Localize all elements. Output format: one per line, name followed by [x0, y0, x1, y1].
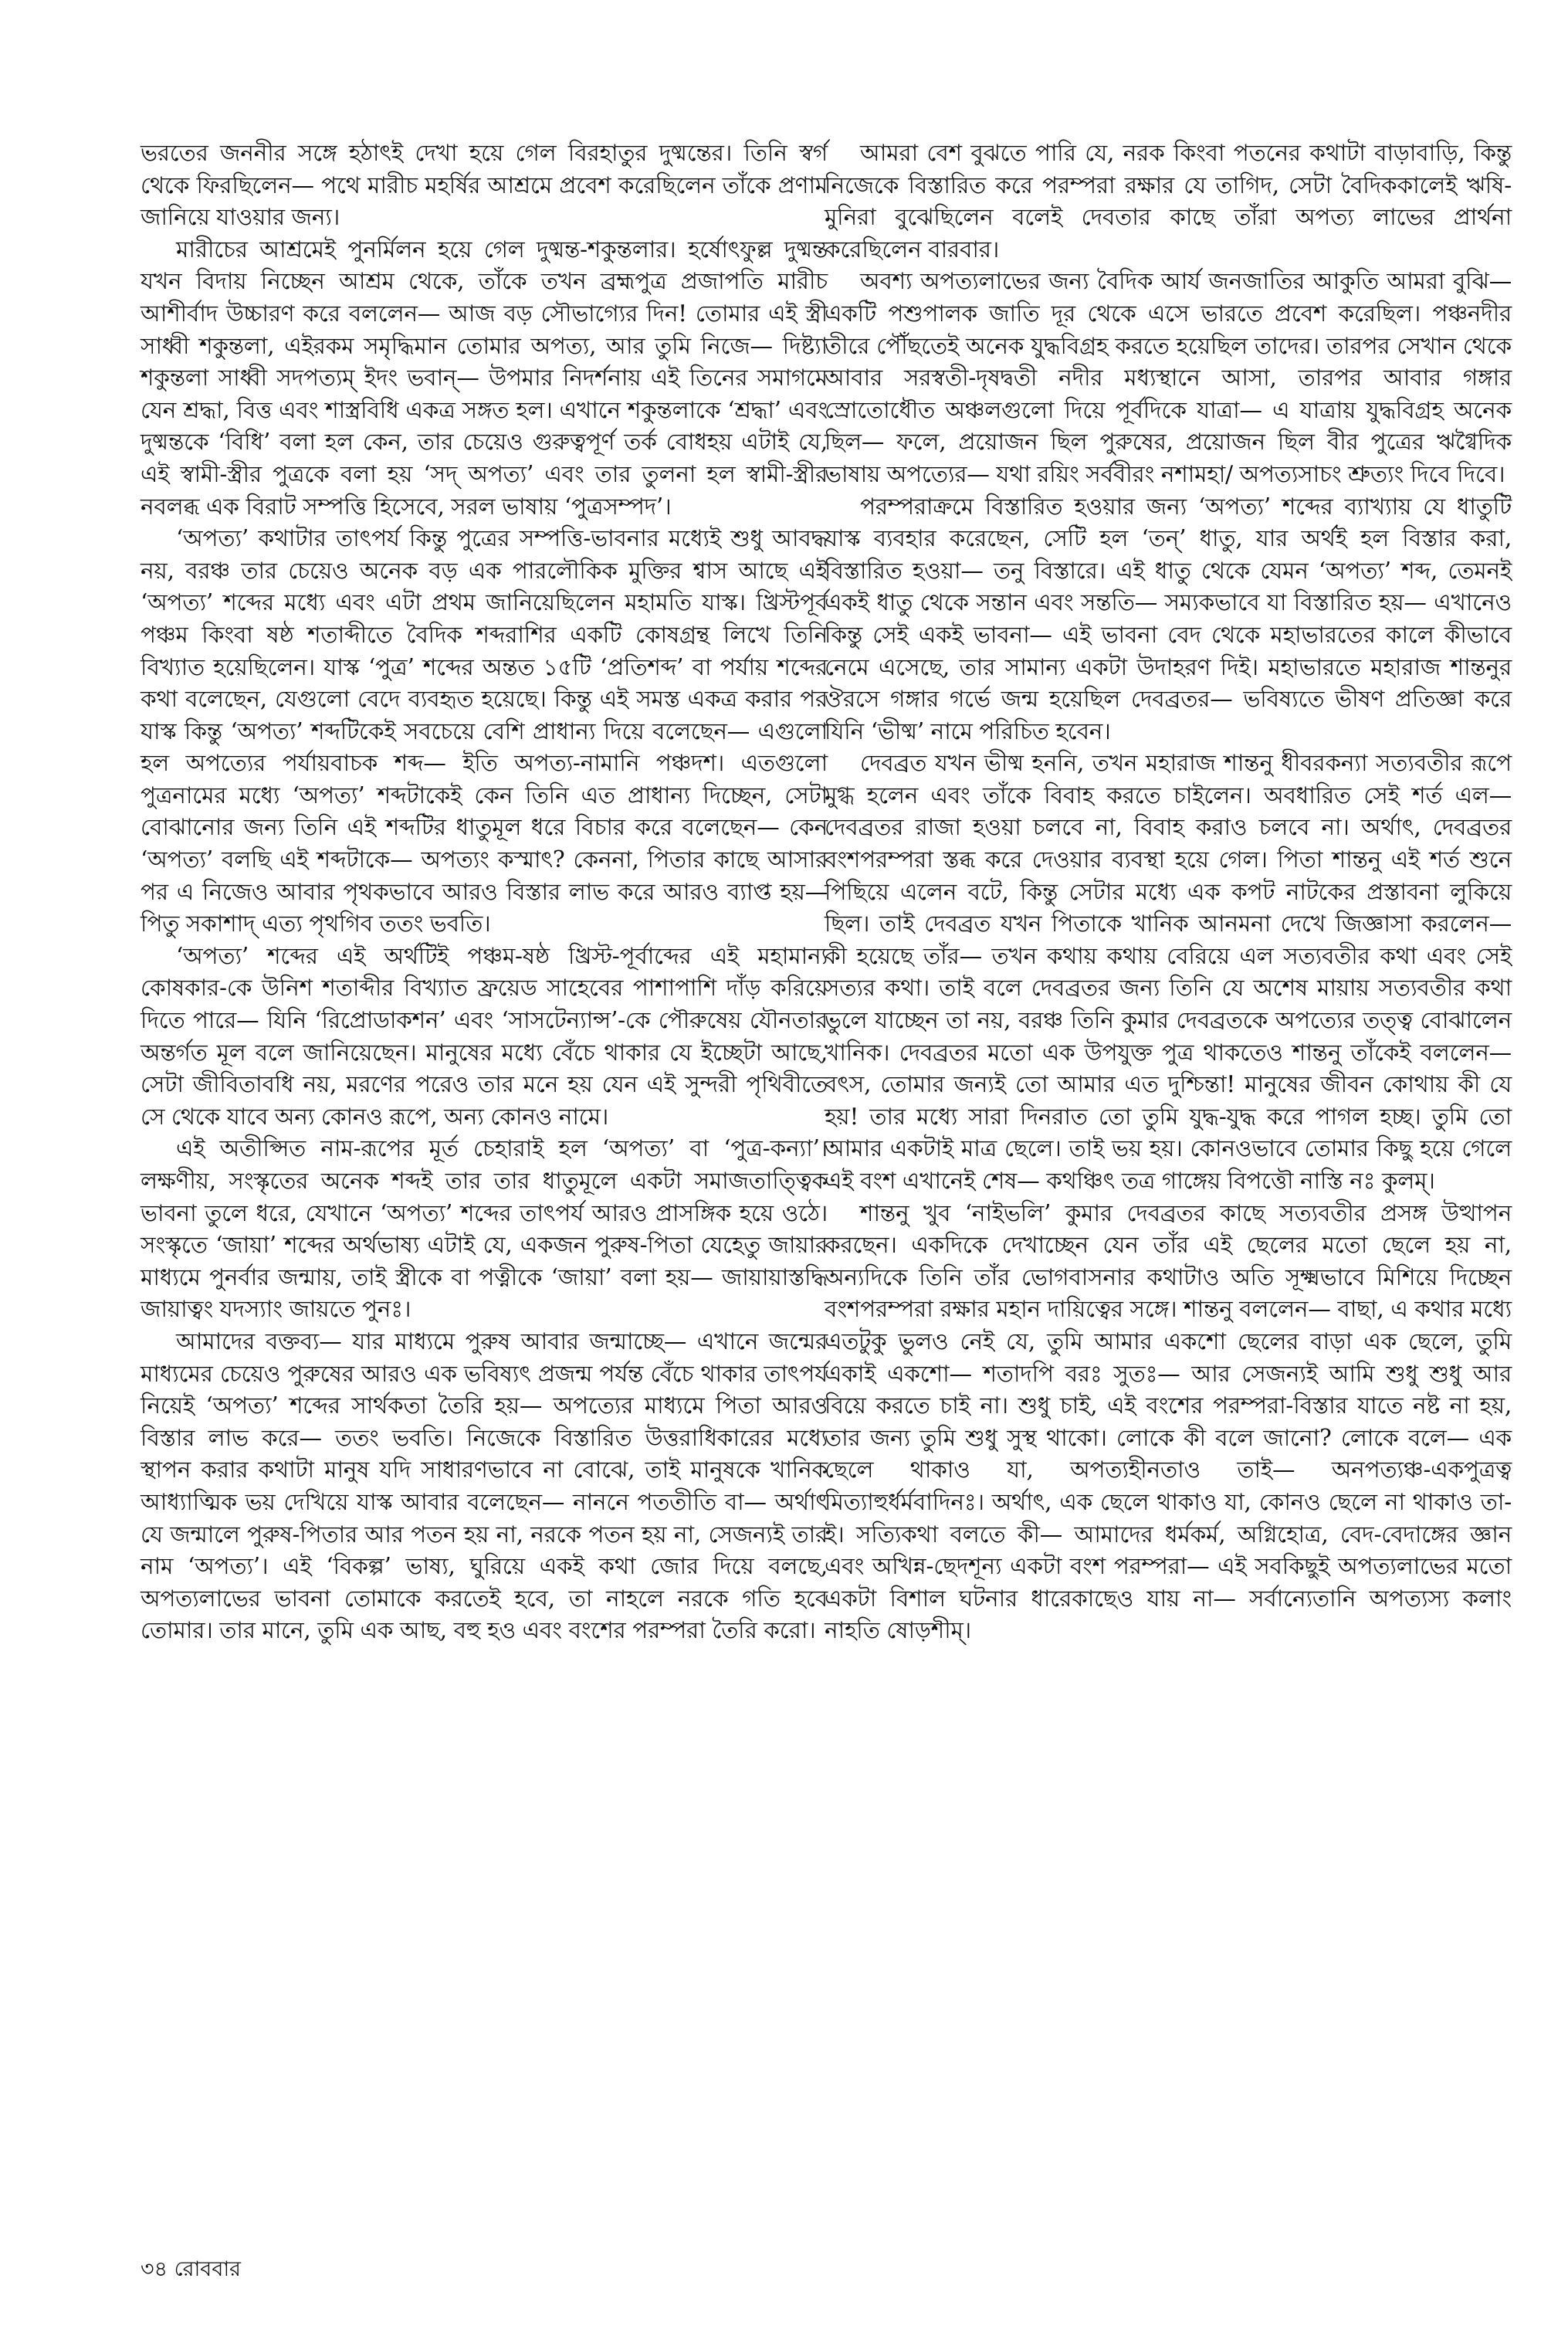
paragraph: ভরতের জননীর সঙ্গে হঠাৎই দেখা হয়ে গেল বিরহাতুর দুষ্মন্তের। তিনি স্বর্গ থেকে ফিরছিলেন— পথে মারীচ মহর্ষির আশ্রমে প্রবেশ করেছিলেন তাঁকে প্রণাম জানিয়ে যাওয়ার জন্য।: [141, 140, 828, 231]
right-column: [825, 137, 1512, 1647]
paragraph: দেবব্রত যখন ভীষ্ম হননি, তখন মহারাজ শান্তনু ধীবরকন্যা সত্যবতীর রূপে মুগ্ধ হলেন এবং তাঁকে বিবাহ করতে চাইলেন। অবধারিত সেই শর্ত এল— দেবব্রতর রাজা হওয়া চলবে না, বিবাহ করাও চলবে না। অর্থাৎ, দেবব্রতর বংশপরম্পরা স্তব্ধ করে দেওয়ার ব্যবস্থা হয়ে গেল। পিতা শান্তনু এই শর্ত শুনে পিছিয়ে এলেন বটে, কিন্তু সেটার মধ্যে এক কপট নাটকের প্রস্তাবনা লুকিয়ে ছিল। তাই দেবব্রত যখন পিতাকে খানিক আনমনা দেখে জিজ্ঞাসা করলেন— কী হয়েছে তাঁর— তখন কথায় কথায় বেরিয়ে এল সত্যবতীর কথা এবং সেই সত্যর কথা। তাই বলে দেবব্রতর জন্য তিনি যে অশেষ মায়ায় সত্যবতীর কথা ভুলে যাচ্ছেন তা নয়, বরঞ্চ তিনি কুমার দেবব্রতকে অপত্যের তত্ত্ব বোঝালেন খানিক। দেবব্রতর মতো এক উপযুক্ত পুত্র থাকতেও শান্তনু তাঁকেই বললেন— বৎস, তোমার জন্যই তো আমার এত দুশ্চিন্তা! মানুষের জীবন কোথায় কী যে হয়! তার মধ্যে সারা দিনরাত তো তুমি যুদ্ধ-যুদ্ধ করে পাগল হচ্ছ। তুমি তো আমার একটাই মাত্র ছেলে। তাই ভয় হয়। কোনওভাবে তোমার কিছু হয়ে গেলে এই বংশ এখানেই শেষ— কথঞ্চিৎ তত্র গাঙ্গেয় বিপত্তৌ নাস্তি নঃ কুলম্।: [825, 750, 1512, 1194]
paragraph: শান্তনু খুব ‘নাইভলি’ কুমার দেবব্রতর কাছে সত্যবতীর প্রসঙ্গ উত্থাপন করছেন। একদিকে দেখাচ্ছেন যেন তাঁর এই ছেলের মতো ছেলে হয় না, অন্যদিকে তিনি তাঁর ভোগবাসনার কথাটাও অতি সূক্ষ্মভাবে মিশিয়ে দিচ্ছেন বংশপরম্পরা রক্ষার মহান দায়িত্বের সঙ্গে। শান্তনু বললেন— বাছা, এ কথার মধ্যে এতটুকু ভুলও নেই যে, তুমি আমার একশো ছেলের বাড়া এক ছেলে, তুমি একাই একশো— শতাদপি বরঃ সুতঃ— আর সেজন্যই আমি শুধু শুধু আর বিয়ে করতে চাই না। শুধু চাই, এই বংশের পরম্পরা-বিস্তার যাতে নষ্ট না হয়, তার জন্য তুমি শুধু সুস্থ থাকো। লোকে কী বলে জানো? লোকে বলে— এক ছেলে থাকাও যা, অপত্যহীনতাও তাই— অনপত্যঞ্চ-একপুত্রত্ব মিত্যাহুর্ধর্মবাদিনঃ। অর্থাৎ, এক ছেলে থাকাও যা, কোনও ছেলে না থাকাও তা-ই। সত্যিকথা বলতে কী— আমাদের ধর্মকর্ম, অগ্নিহোত্র, বেদ-বেদাঙ্গের জ্ঞান এবং অখিন্ন-ছেদশূন্য একটা বংশ পরম্পরা— এই সবকিছুই অপত্যলাভের মতো একটা বিশাল ঘটনার ধারেকাছেও যায় না— সর্বান্যেতানি অপত্যস্য কলাং নাহতি ষোড়শীম্।: [825, 1199, 1512, 1644]
paragraph: আমরা বেশ বুঝতে পারি যে, নরক কিংবা পতনের কথাটা বাড়াবাড়ি, কিন্তু নিজেকে বিস্তারিত করে পরম্পরা রক্ষার যে তাগিদ, সেটা বৈদিককালেই ঋষি-মুনিরা বুঝেছিলেন বলেই দেবতার কাছে তাঁরা অপত্য লাভের প্রার্থনা করেছিলেন বারবার।: [825, 140, 1512, 263]
paragraph: এই অতীপ্সিত নাম-রূপের মূর্ত চেহারাই হল ‘অপত্য’ বা ‘পুত্র-কন্যা’। লক্ষণীয়, সংস্কৃতের অনেক শব্দই তার তার ধাতুমূলে একটা সমাজতাত্ত্বিক ভাবনা তুলে ধরে, যেখানে ‘অপত্য’ শব্দের তাৎপর্য আরও প্রাসঙ্গিক হয়ে ওঠে। সংস্কৃতে ‘জায়া’ শব্দের অর্থভাষ্য এটাই যে, একজন পুরুষ-পিতা যেহেতু জায়ার মাধ্যমে পুনর্বার জন্মায়, তাই স্ত্রীকে বা পত্নীকে ‘জায়া’ বলা হয়— জায়ায়াস্তদ্ধি জায়াত্বং যদস্যাং জায়তে পুনঃ।: [141, 1135, 828, 1323]
paragraph: আমাদের বক্তব্য— যার মাধ্যমে পুরুষ আবার জন্মাচ্ছে— এখানে জন্মের মাধ্যমের চেয়েও পুরুষের আরও এক ভবিষ্যৎ প্রজন্ম পর্যন্ত বেঁচে থাকার তাৎপর্য নিয়েই ‘অপত্য’ শব্দের সার্থকতা তৈরি হয়— অপত্যের মাধ্যমে পিতা আরও বিস্তার লাভ করে— ততং ভবতি। নিজেকে বিস্তারিত উত্তরাধিকারের মধ্যে স্থাপন করার কথাটা মানুষ যদি সাধারণভাবে না বোঝে, তাই মানুষকে খানিক আধ্যাত্মিক ভয় দেখিয়ে যাস্ক আবার বলেছেন— নাননে পততীতি বা— অর্থাৎ যে জন্মালে পুরুষ-পিতার আর পতন হয় না, নরকে পতন হয় না, সেজন্যই তার নাম ‘অপত্য’। এই ‘বিকল্প’ ভাষ্য, ঘুরিয়ে একই কথা জোর দিয়ে বলছে, অপত্যলাভের ভাবনা তোমাকে করতেই হবে, তা নাহলে নরকে গতি হবে তোমার। তার মানে, তুমি এক আছ, বহু হও এবং বংশের পরম্পরা তৈরি করো।: [141, 1327, 828, 1644]
paragraph: পরম্পরাক্রমে বিস্তারিত হওয়ার জন্য ‘অপত্য’ শব্দের ব্যাখ্যায় যে ধাতুটি যাস্ক ব্যবহার করেছেন, সেটি হল ‘তন্’ ধাতু, যার অর্থই হল বিস্তার করা, বিস্তারিত হওয়া— তনু বিস্তারে। এই ধাতু থেকে যেমন ‘অপত্য’ শব্দ, তেমনই একই ধাতু থেকে সন্তান এবং সন্ততি— সম্যকভাবে যা বিস্তারিত হয়— এখানেও কিন্তু সেই একই ভাবনা— এই ভাবনা বেদ থেকে মহাভারতের কালে কীভাবে নেমে এসেছে, তার সামান্য একটা উদাহরণ দিই। মহাভারতে মহারাজ শান্তনুর ঔরসে গঙ্গার গর্ভে জন্ম হয়েছিল দেবব্রতর— ভবিষ্যতে ভীষণ প্রতিজ্ঞা করে যিনি ‘ভীষ্ম’ নামে পরিচিত হবেন।: [825, 493, 1512, 744]
paragraph: অবশ্য অপত্যলাভের জন্য বৈদিক আর্য জনজাতির আকুতি আমরা বুঝি— একটি পশুপালক জাতি দূর থেকে এসে ভারতে প্রবেশ করেছিল। পঞ্চনদীর তীরে পৌঁছতেই অনেক যুদ্ধবিগ্রহ করতে হয়েছিল তাদের। তারপর সেখান থেকে আবার সরস্বতী-দৃষদ্বতী নদীর মধ্যস্থানে আসা, তারপর আবার গঙ্গার স্রোতোধৌত অঞ্চলগুলো দিয়ে পূর্বদিকে যাত্রা— এ যাত্রায় যুদ্ধবিগ্রহ অনেক ছিল— ফলে, প্রয়োজন ছিল পুরুষের, প্রয়োজন ছিল বীর পুত্রের ঋগ্বৈদিক ভাষায় অপত্যের— যথা রয়িং সর্ববীরং নশামহা/ অপত্যসাচং শ্রুত্যং দিবে দিবে।: [825, 268, 1512, 487]
paragraph: ‘অপত্য’ শব্দের এই অর্থটিই পঞ্চম-ষষ্ঠ খ্রিস্ট-পূর্বাব্দের এই মহামান্য কোষকার-কে উনিশ শতাব্দীর বিখ্যাত ফ্রয়েড সাহেবের পাশাপাশি দাঁড় করিয়ে দিতে পারে— যিনি ‘রিপ্রোডাকশন’ এবং ‘সাসটেন্যান্স’-কে পৌরুষেয় যৌনতার অন্তর্গত মূল বলে জানিয়েছেন। মানুষের মধ্যে বেঁচে থাকার যে ইচ্ছেটা আছে, সেটা জীবিতাবধি নয়, মরণের পরেও তার মনে হয় যেন এই সুন্দরী পৃথিবীতে সে থেকে যাবে অন্য কোনও রূপে, অন্য কোনও নামে।: [141, 942, 828, 1130]
paragraph: মারীচের আশ্রমেই পুনর্মিলন হয়ে গেল দুষ্মন্ত-শকুন্তলার। হর্ষোৎফুল্ল দুষ্মন্ত যখন বিদায় নিচ্ছেন আশ্রম থেকে, তাঁকে তখন ব্রহ্মপুত্র প্রজাপতি মারীচ আশীর্বাদ উচ্চারণ করে বললেন— আজ বড় সৌভাগ্যের দিন! তোমার এই স্ত্রী সাধ্বী শকুন্তলা, এইরকম সমৃদ্ধিমান তোমার অপত্য, আর তুমি নিজে— দিষ্ট্যা শকুন্তলা সাধ্বী সদপত্যম্ ইদং ভবান্— উপমার নিদর্শনায় এই তিনের সমাগমে যেন শ্রদ্ধা, বিত্ত এবং শাস্ত্রবিধি একত্র সঙ্গত হল। এখানে শকুন্তলাকে ‘শ্রদ্ধা’ এবং দুষ্মন্তকে ‘বিধি’ বলা হল কেন, তার চেয়েও গুরুত্বপূর্ণ তর্ক বোধহয় এটাই যে, এই স্বামী-স্ত্রীর পুত্রকে বলা হয় ‘সদ্ অপত্য’ এবং তার তুলনা হল স্বামী-স্ত্রীর নবলব্ধ এক বিরাট সম্পত্তি হিসেবে, সরল ভাষায় ‘পুত্রসম্পদ’।: [141, 236, 828, 520]
left-column: [141, 137, 828, 1647]
page-number-label: ৩৪ রোববার: [141, 2257, 242, 2281]
paragraph: ‘অপত্য’ কথাটার তাৎপর্য কিন্তু পুত্রের সম্পত্তি-ভাবনার মধ্যেই শুধু আবদ্ধ নয়, বরঞ্চ তার চেয়েও অনেক বড় এক পারলৌকিক মুক্তির শ্বাস আছে এই ‘অপত্য’ শব্দের মধ্যে এবং এটা প্রথম জানিয়েছিলেন মহামতি যাস্ক। খ্রিস্টপূর্ব পঞ্চম কিংবা ষষ্ঠ শতাব্দীতে বৈদিক শব্দরাশির একটি কোষগ্রন্থ লিখে তিনি বিখ্যাত হয়েছিলেন। যাস্ক ‘পুত্র’ শব্দের অন্তত ১৫টি ‘প্রতিশব্দ’ বা পর্যায় শব্দের কথা বলেছেন, যেগুলো বেদে ব্যবহৃত হয়েছে। কিন্তু এই সমস্ত একত্র করার পর যাস্ক কিন্তু ‘অপত্য’ শব্দটিকেই সবচেয়ে বেশি প্রাধান্য দিয়ে বলেছেন— এগুলো হল অপত্যের পর্যায়বাচক শব্দ— ইতি অপত্য-নামানি পঞ্চদশ। এতগুলো পুত্রনামের মধ্যে ‘অপত্য’ শব্দটাকেই কেন তিনি এত প্রাধান্য দিচ্ছেন, সেটা বোঝানোর জন্য তিনি এই শব্দটির ধাতুমূল ধরে বিচার করে বলেছেন— কেন ‘অপত্য’ বলছি এই শব্দটাকে— অপত্যং কস্মাৎ? কেননা, পিতার কাছে আসার পর এ নিজেও আবার পৃথকভাবে আরও বিস্তার লাভ করে আরও ব্যাপ্ত হয়— পিতু সকাশাদ্ এত্য পৃথগিব ততং ভবতি।: [141, 525, 828, 938]
page-footer: [141, 2256, 241, 2283]
